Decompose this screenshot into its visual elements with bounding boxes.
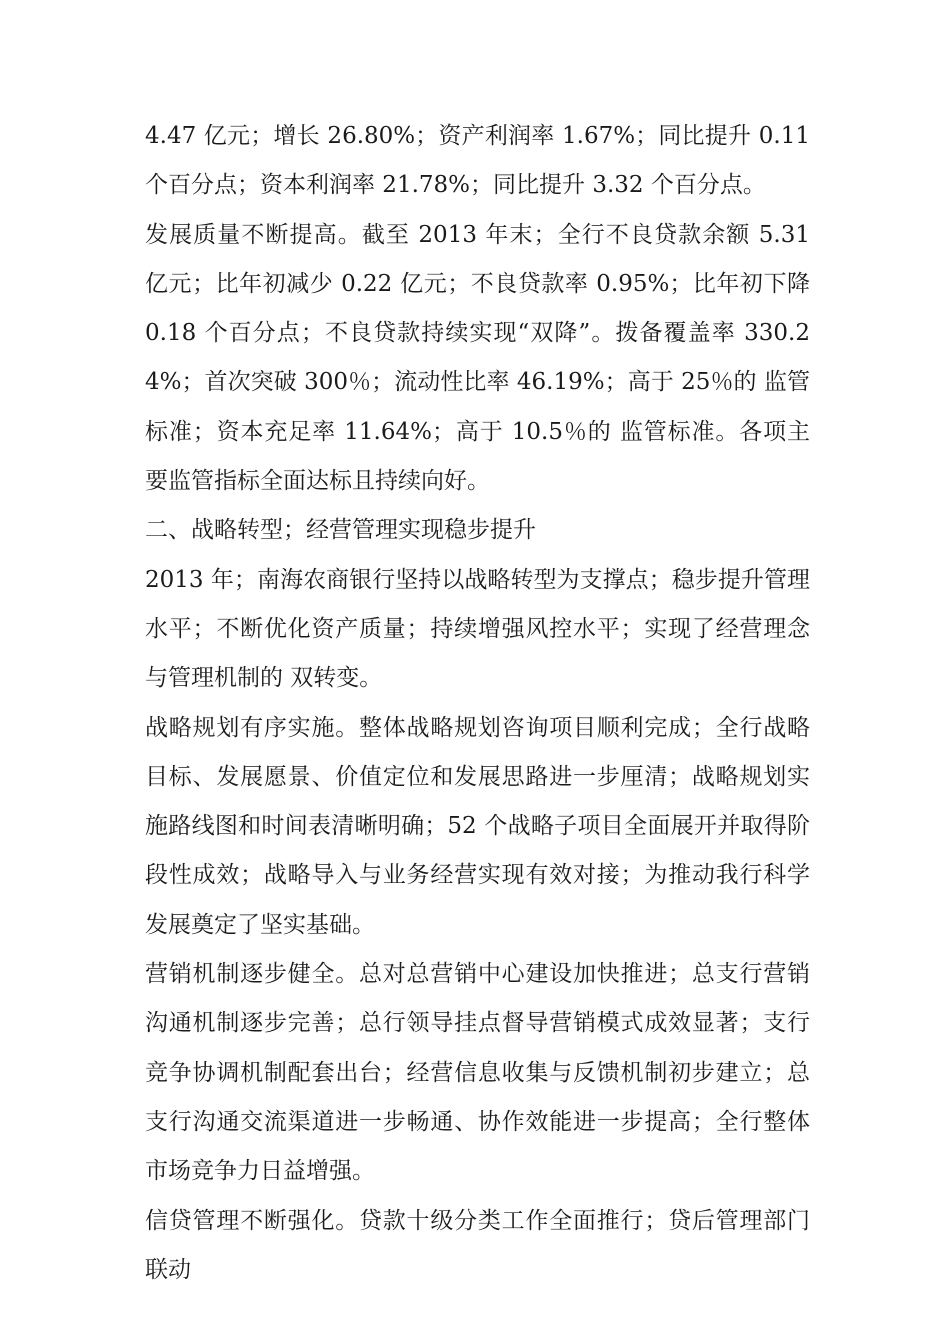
paragraph-profit-summary: 4.47 亿元；增长 26.80%；资产利润率 1.67%；同比提升 0.11 个百分点；资本利润率 21.78%；同比提升 3.32 个百分点。 xyxy=(145,123,810,199)
section-heading-strategic-transformation: 二、战略转型；经营管理实现稳步提升 xyxy=(145,517,536,544)
paragraph-development-quality: 发展质量不断提高。截至 2013 年末；全行不良贷款余额 5.31 亿元；比年初减少 0.22 亿元；不良贷款率 0.95%；比年初下降 0.18 个百分点；不良贷款持续实现“双降”。拨备覆盖率 330.24%；首次突破 300％；流动性比率 46.19%；高于 25％的 监管标准；资本充足率 11.64%；高于 10.5％的 监管标准。各项主要监管指标全面达标且持续向好。 xyxy=(145,221,810,495)
paragraph-strategic-planning: 战略规划有序实施。整体战略规划咨询项目顺利完成；全行战略目标、发展愿景、价值定位和发展思路进一步厘清；战略规划实施路线图和时间表清晰明确；52 个战略子项目全面展开并取得阶段性成效；战略导入与业务经营实现有效对接；为推动我行科学发展奠定了坚实基础。 xyxy=(145,714,810,938)
paragraph-2013-overview: 2013 年；南海农商银行坚持以战略转型为支撑点；稳步提升管理水平；不断优化资产质量；持续增强风控水平；实现了经营理念与管理机制的 双转变。 xyxy=(145,566,810,692)
paragraph-marketing-mechanism: 营销机制逐步健全。总对总营销中心建设加快推进；总支行营销沟通机制逐步完善；总行领导挂点督导营销模式成效显著；支行竞争协调机制配套出台；经营信息收集与反馈机制初步建立；总支行沟通交流渠道进一步畅通、协作效能进一步提高；全行整体市场竞争力日益增强。 xyxy=(145,961,810,1185)
document-body xyxy=(145,112,810,1295)
paragraph-credit-management: 信贷管理不断强化。贷款十级分类工作全面推行；贷后管理部门联动 xyxy=(145,1207,810,1283)
